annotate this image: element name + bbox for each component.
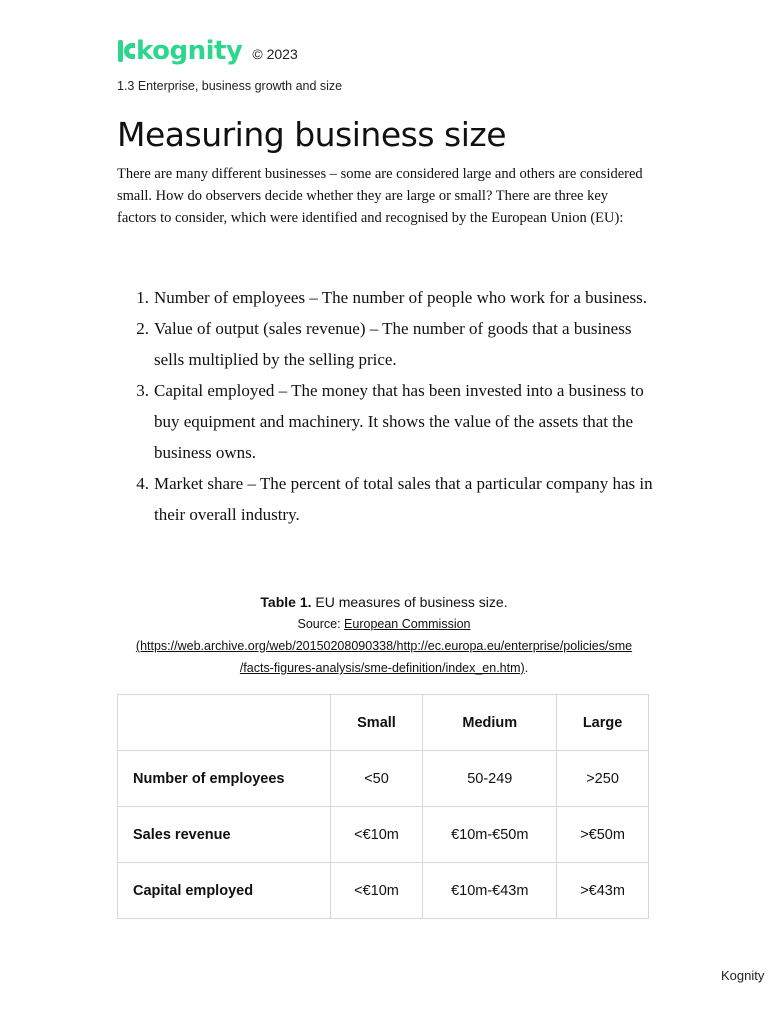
kognity-logo: [117, 34, 242, 68]
list-item-number: 1.: [136, 288, 149, 307]
list-item-number: 3.: [136, 381, 149, 400]
column-header-medium: Medium: [423, 695, 557, 751]
table-cell: >€50m: [557, 807, 649, 863]
source-url-line-1: [117, 635, 651, 657]
column-header-empty: [118, 695, 331, 751]
caption-title: [117, 591, 651, 613]
list-item-text: Number of employees – The number of people who work for a business.: [154, 288, 648, 307]
table-cell: <50: [330, 751, 423, 807]
caption-label: Table 1.: [260, 594, 312, 610]
table-header-row: [118, 695, 649, 751]
list-item: [117, 468, 657, 530]
page-title: Measuring business size: [117, 115, 506, 154]
source-prefix: Source:: [297, 617, 345, 631]
table-cell: >€43m: [557, 863, 649, 919]
table-row: [118, 863, 649, 919]
table-cell: €10m-€43m: [423, 863, 557, 919]
table-row: [118, 751, 649, 807]
logo-text: kognity: [136, 36, 243, 66]
source-url-line-2: [117, 657, 651, 679]
source-link[interactable]: European Commission: [344, 617, 471, 631]
source-url-period: .: [524, 661, 529, 675]
breadcrumb: 1.3 Enterprise, business growth and size: [117, 79, 343, 93]
table-cell: 50-249: [423, 751, 557, 807]
list-item-text: Market share – The percent of total sales that a particular company has in their overall industry.: [154, 474, 653, 524]
caption-text: EU measures of business size.: [315, 594, 508, 610]
source-url-link[interactable]: /facts-figures-analysis/sme-definition/index_en.htm): [239, 661, 525, 675]
table-cell: >250: [557, 751, 649, 807]
column-header-small: Small: [330, 695, 423, 751]
caption-source: [117, 613, 651, 635]
intro-paragraph: There are many different businesses – some are considered large and others are considered small. How do observers decide whether they are large or small? There are three key factors to consider, which were identified and recognised by the European Union (EU):: [117, 166, 643, 226]
footer-mark: Kognity: [721, 968, 765, 983]
list-item-number: 2.: [136, 319, 149, 338]
table-cell: €10m-€50m: [423, 807, 557, 863]
business-size-table: [117, 694, 649, 919]
row-label: Sales revenue: [118, 807, 331, 863]
copyright-text: © 2023: [252, 46, 298, 62]
table-cell: <€10m: [330, 863, 423, 919]
page-header: [117, 34, 298, 68]
list-item-number: 4.: [136, 474, 149, 493]
table-caption: [117, 591, 651, 679]
table-row: [118, 807, 649, 863]
list-item: [117, 375, 657, 468]
list-item: [117, 282, 657, 313]
factor-list: [117, 282, 657, 530]
row-label: Number of employees: [118, 751, 331, 807]
list-item-text: Value of output (sales revenue) – The number of goods that a business sells multiplied by the selling price.: [154, 319, 632, 369]
row-label: Capital employed: [118, 863, 331, 919]
table-cell: <€10m: [330, 807, 423, 863]
list-item: [117, 313, 657, 375]
list-item-text: Capital employed – The money that has been invested into a business to buy equipment and machinery. It shows the value of the assets that the business owns.: [154, 381, 644, 462]
column-header-large: Large: [557, 695, 649, 751]
kognity-logo-icon: [117, 38, 135, 64]
source-url-link[interactable]: (https://web.archive.org/web/20150208090338/http://ec.europa.eu/enterprise/policies/sme: [135, 639, 633, 653]
